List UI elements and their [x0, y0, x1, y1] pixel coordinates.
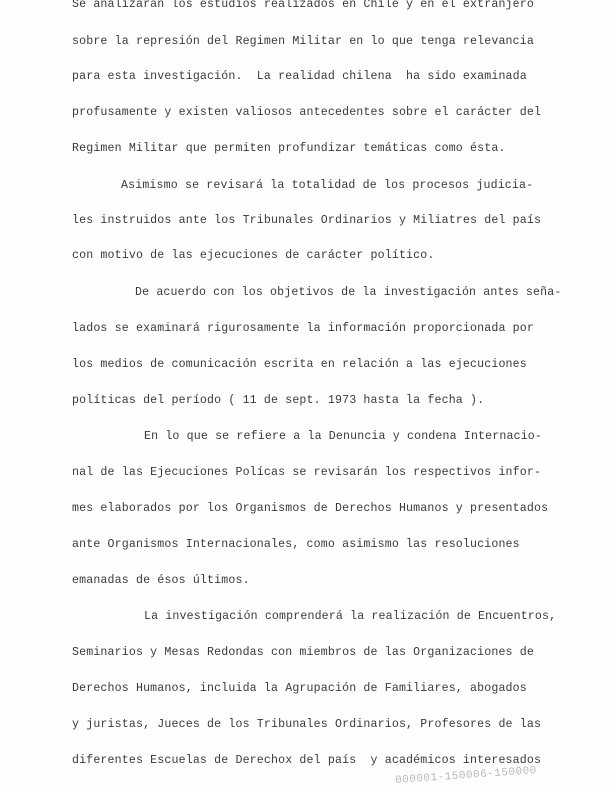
archive-stamp: 000001-150006-150000: [394, 765, 538, 787]
text-line: Seminarios y Mesas Redondas con miembros de las Organizaciones de: [72, 646, 534, 659]
text-line: para esta investigación. La realidad chilena ha sido examinada: [72, 70, 527, 83]
text-line: los medios de comunicación escrita en relación a las ejecuciones: [72, 358, 527, 371]
text-line: profusamente y existen valiosos antecedentes sobre el carácter del: [72, 106, 542, 119]
text-line: La investigación comprenderá la realización de Encuentros,: [144, 610, 557, 623]
text-line: emanadas de ésos últimos.: [72, 574, 250, 587]
text-line: diferentes Escuelas de Derechox del país y académicos interesados: [72, 754, 542, 767]
text-line: mes elaborados por los Organismos de Derechos Humanos y presentados: [72, 502, 549, 515]
text-line: políticas del período ( 11 de sept. 1973 hasta la fecha ).: [72, 394, 485, 407]
text-line: De acuerdo con los objetivos de la investigación antes seña-: [135, 286, 562, 299]
text-line: nal de las Ejecuciones Polícas se revisarán los respectivos infor-: [72, 466, 542, 479]
text-line: con motivo de las ejecuciones de carácter político.: [72, 249, 435, 262]
text-line: les instruidos ante los Tribunales Ordinarios y Miliatres del país: [72, 214, 542, 227]
text-line: lados se examinará rigurosamente la información proporcionada por: [72, 322, 534, 335]
text-line: Derechos Humanos, incluida la Agrupación de Familiares, abogados: [72, 682, 527, 695]
text-line: Se analizarán los estudios realizados en Chile y en el extranjero: [72, 0, 534, 11]
text-line: Regimen Militar que permiten profundizar temáticas como ésta.: [72, 142, 506, 155]
text-line: y juristas, Jueces de los Tribunales Ordinarios, Profesores de las: [72, 718, 542, 731]
text-line: Asimismo se revisará la totalidad de los procesos judicia-: [121, 179, 534, 192]
text-line: sobre la represión del Regimen Militar en lo que tenga relevancia: [72, 35, 534, 48]
text-line: En lo que se refiere a la Denuncia y condena Internacio-: [144, 430, 543, 443]
text-line: ante Organismos Internacionales, como asimismo las resoluciones: [72, 538, 520, 551]
